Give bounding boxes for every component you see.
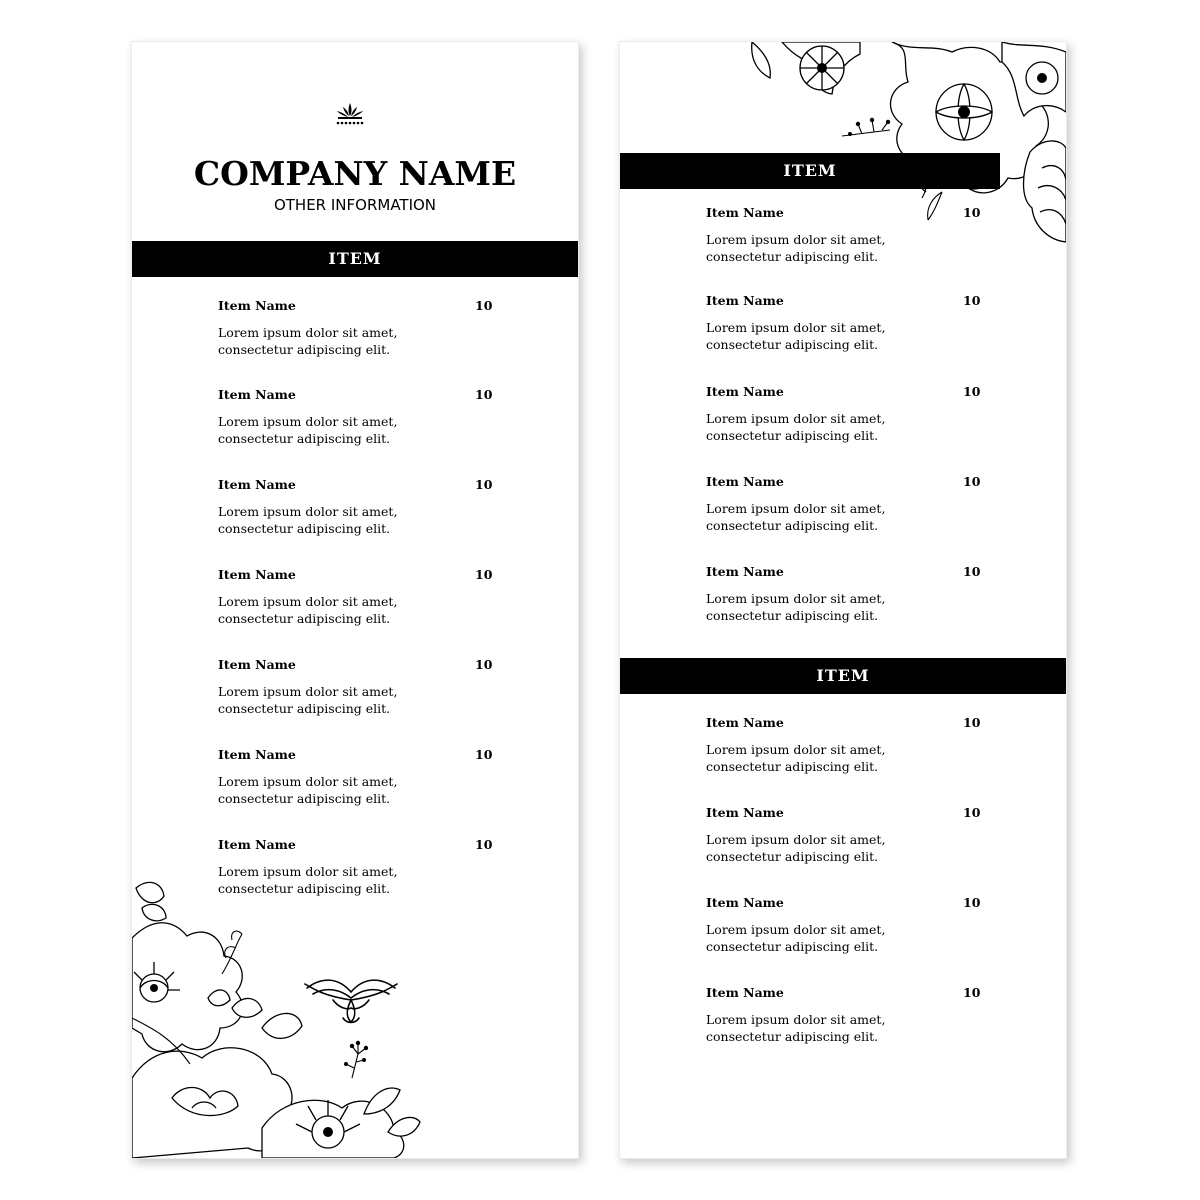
- menu-item: [218, 298, 508, 368]
- item-price: 10: [963, 205, 981, 220]
- menu-item: [218, 387, 508, 457]
- section-heading: ITEM: [783, 161, 837, 180]
- item-price: 10: [475, 837, 493, 852]
- item-name: Item Name: [218, 747, 296, 762]
- item-name: Item Name: [218, 477, 296, 492]
- menu-page-right: [619, 41, 1067, 1159]
- item-price: 10: [963, 564, 981, 579]
- menu-item: [706, 293, 996, 363]
- item-price: 10: [475, 387, 493, 402]
- item-name: Item Name: [706, 384, 784, 399]
- item-price: 10: [963, 293, 981, 308]
- section-heading: ITEM: [816, 666, 870, 685]
- menu-item: [706, 205, 996, 275]
- item-price: 10: [475, 298, 493, 313]
- item-price: 10: [963, 895, 981, 910]
- item-description: Lorem ipsum dolor sit amet, consectetur adipiscing elit.: [218, 594, 398, 626]
- company-name: COMPANY NAME: [193, 154, 517, 193]
- item-description: Lorem ipsum dolor sit amet, consectetur adipiscing elit.: [218, 684, 398, 716]
- floral-illustration: [132, 878, 422, 1158]
- item-name: Item Name: [706, 474, 784, 489]
- item-price: 10: [475, 747, 493, 762]
- item-name: Item Name: [218, 657, 296, 672]
- menu-item: [706, 474, 996, 544]
- item-description: Lorem ipsum dolor sit amet, consectetur adipiscing elit.: [218, 325, 398, 357]
- item-name: Item Name: [218, 298, 296, 313]
- menu-item: [218, 747, 508, 817]
- item-name: Item Name: [706, 564, 784, 579]
- item-name: Item Name: [218, 837, 296, 852]
- item-price: 10: [475, 567, 493, 582]
- item-description: Lorem ipsum dolor sit amet, consectetur adipiscing elit.: [218, 414, 398, 446]
- item-price: 10: [963, 805, 981, 820]
- item-name: Item Name: [706, 895, 784, 910]
- menu-item: [706, 805, 996, 875]
- menu-item: [218, 477, 508, 547]
- item-name: Item Name: [706, 205, 784, 220]
- item-price: 10: [963, 384, 981, 399]
- menu-item: [218, 567, 508, 637]
- item-description: Lorem ipsum dolor sit amet, consectetur adipiscing elit.: [218, 864, 398, 896]
- item-description: Lorem ipsum dolor sit amet, consectetur adipiscing elit.: [706, 501, 886, 533]
- item-description: Lorem ipsum dolor sit amet, consectetur adipiscing elit.: [706, 591, 886, 623]
- item-name: Item Name: [706, 715, 784, 730]
- section-heading-band: [620, 658, 1066, 694]
- menu-item: [218, 657, 508, 727]
- menu-item: [706, 895, 996, 965]
- item-name: Item Name: [218, 387, 296, 402]
- section-heading-band: [132, 241, 578, 277]
- item-price: 10: [963, 474, 981, 489]
- section-heading-band: [620, 153, 1000, 189]
- menu-item: [706, 384, 996, 454]
- item-description: Lorem ipsum dolor sit amet, consectetur adipiscing elit.: [706, 411, 886, 443]
- other-information: OTHER INFORMATION: [273, 196, 437, 214]
- item-name: Item Name: [706, 805, 784, 820]
- lotus-crown-icon: [330, 100, 370, 126]
- item-name: Item Name: [218, 567, 296, 582]
- menu-item: [706, 564, 996, 634]
- item-description: Lorem ipsum dolor sit amet, consectetur adipiscing elit.: [706, 1012, 886, 1044]
- item-price: 10: [475, 477, 493, 492]
- item-description: Lorem ipsum dolor sit amet, consectetur adipiscing elit.: [706, 742, 886, 774]
- item-name: Item Name: [706, 293, 784, 308]
- item-description: Lorem ipsum dolor sit amet, consectetur adipiscing elit.: [706, 320, 886, 352]
- item-price: 10: [963, 985, 981, 1000]
- item-description: Lorem ipsum dolor sit amet, consectetur adipiscing elit.: [706, 832, 886, 864]
- item-description: Lorem ipsum dolor sit amet, consectetur adipiscing elit.: [706, 922, 886, 954]
- item-price: 10: [475, 657, 493, 672]
- item-description: Lorem ipsum dolor sit amet, consectetur adipiscing elit.: [706, 232, 886, 264]
- item-description: Lorem ipsum dolor sit amet, consectetur adipiscing elit.: [218, 774, 398, 806]
- item-price: 10: [963, 715, 981, 730]
- section-heading: ITEM: [328, 249, 382, 268]
- menu-item: [706, 985, 996, 1055]
- item-name: Item Name: [706, 985, 784, 1000]
- menu-page-left: [131, 41, 579, 1159]
- menu-item: [706, 715, 996, 785]
- item-description: Lorem ipsum dolor sit amet, consectetur adipiscing elit.: [218, 504, 398, 536]
